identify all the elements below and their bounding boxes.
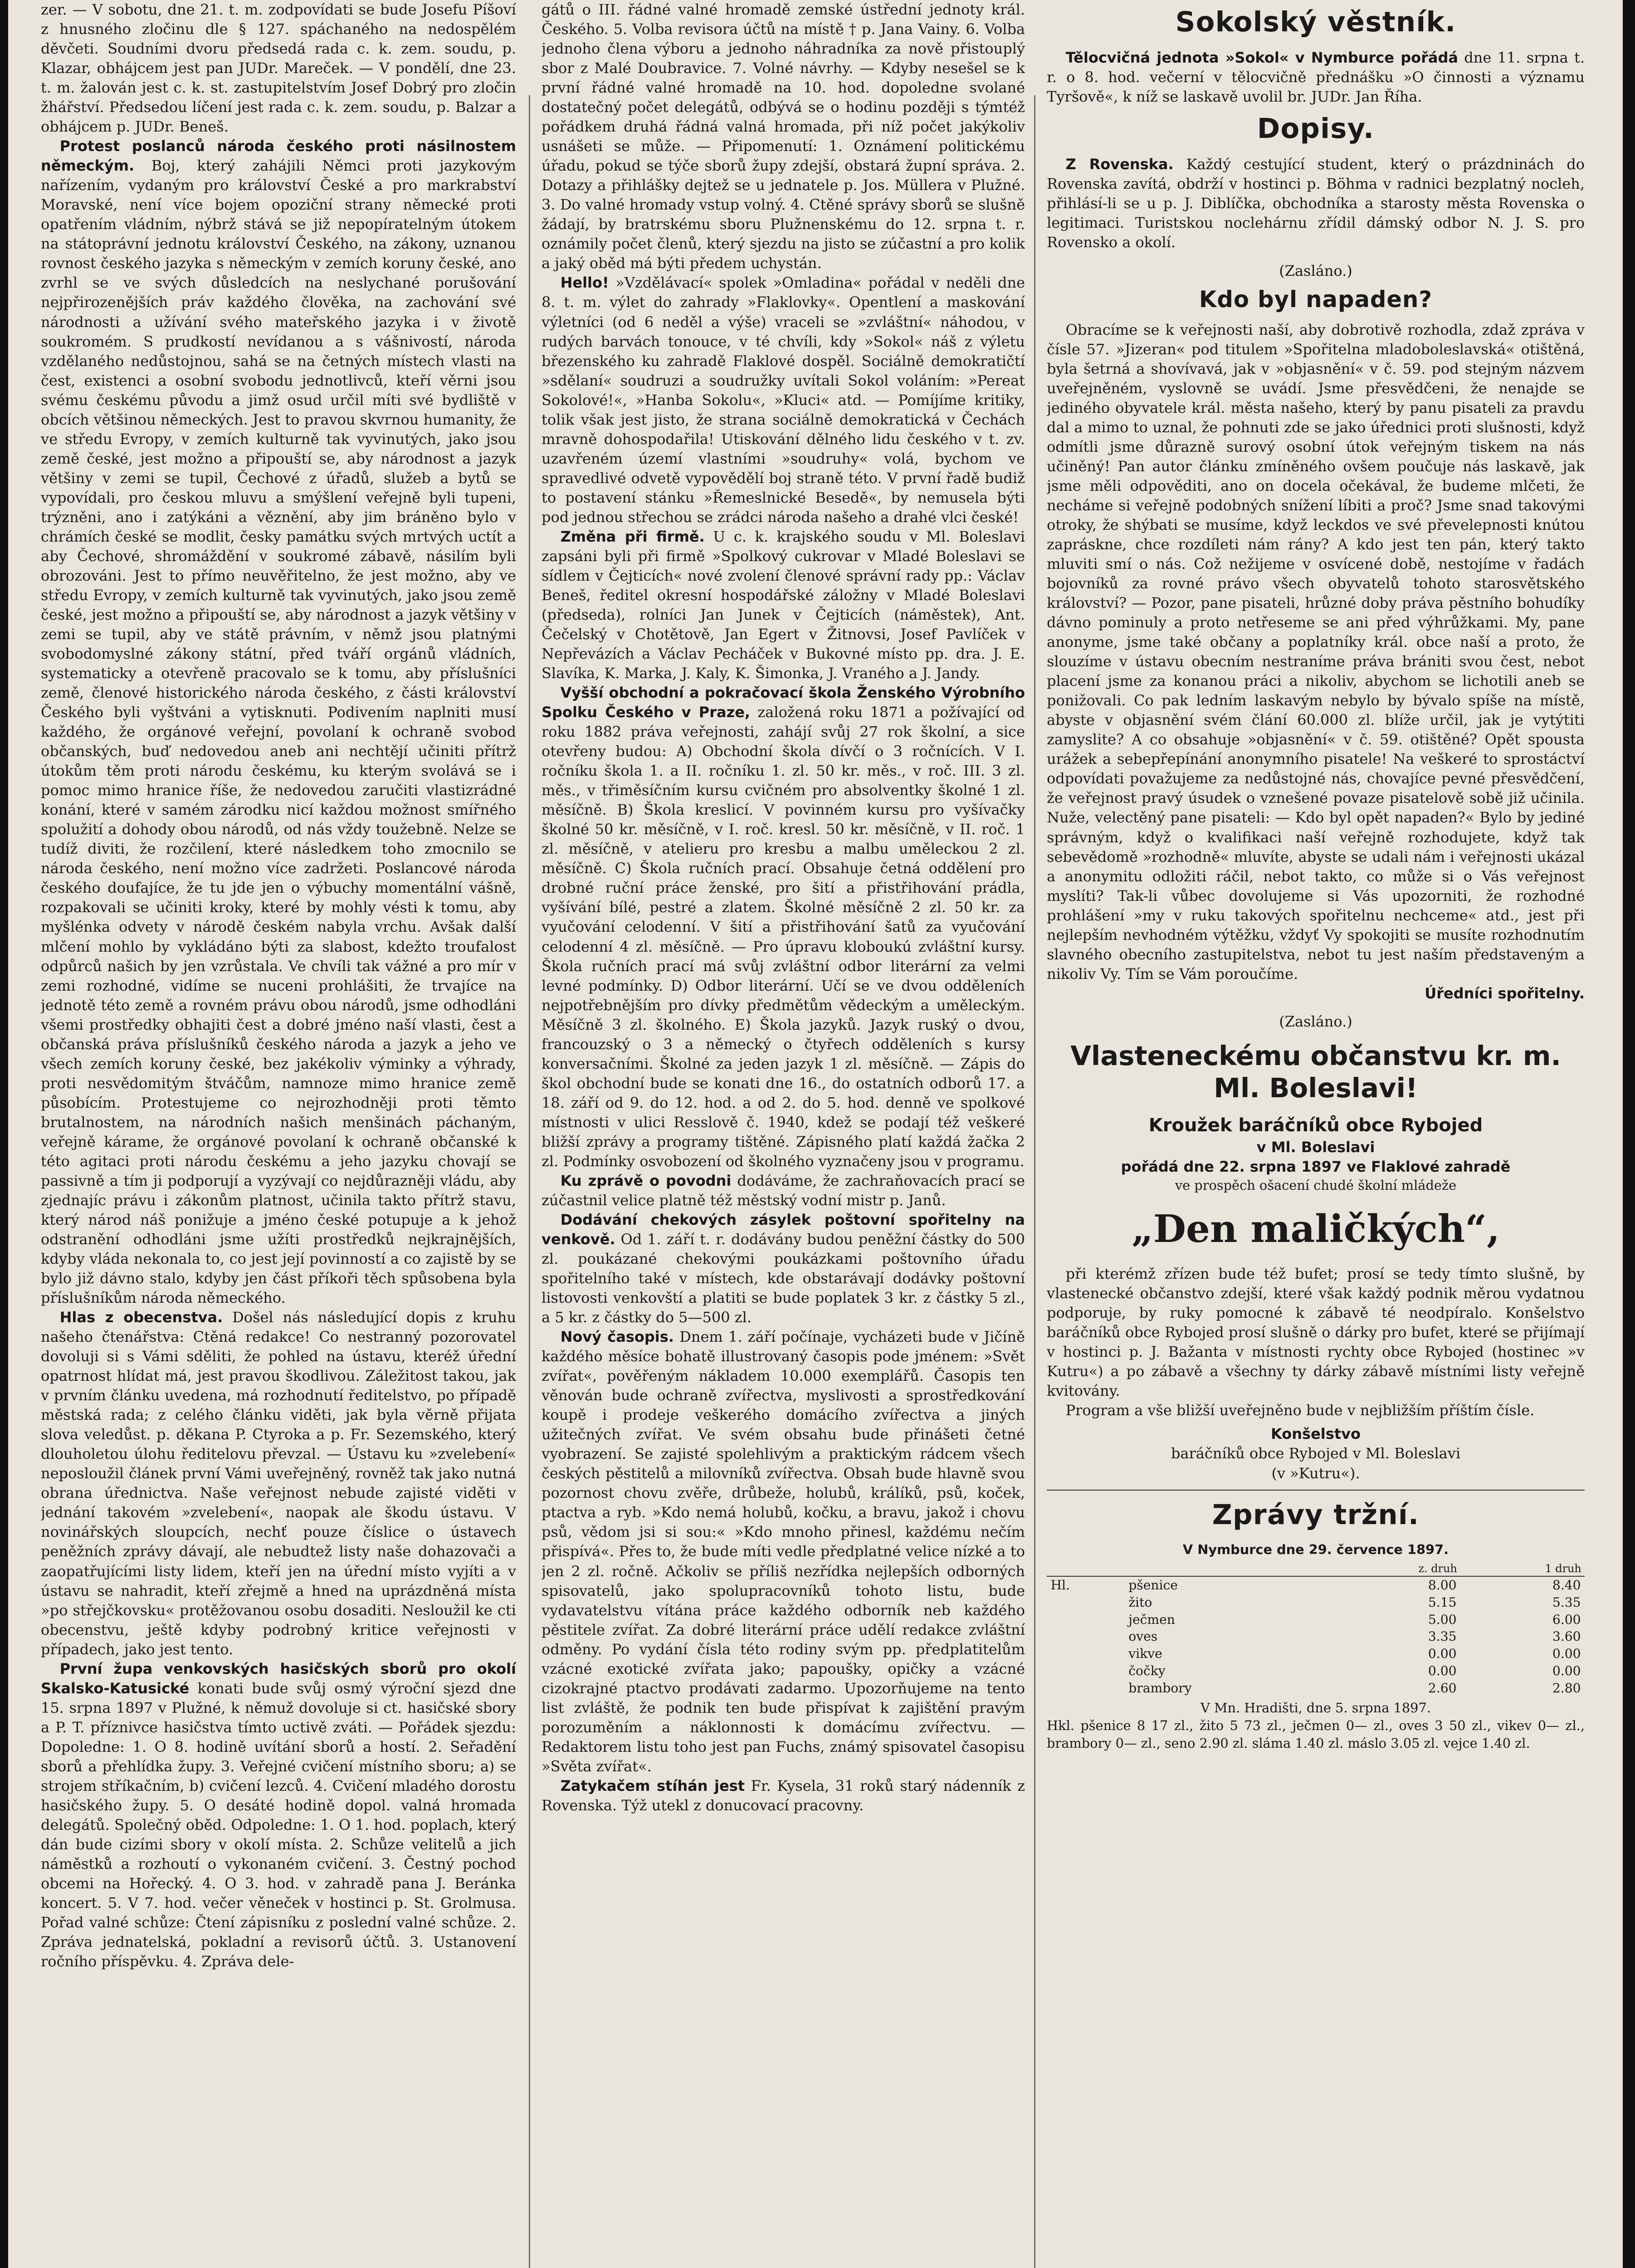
- sokol-heading: Sokolský věstník.: [1175, 6, 1456, 39]
- market-class: [1047, 1680, 1125, 1697]
- market-price-2: 6.00: [1552, 1612, 1581, 1627]
- casopis-lead: Nový časopis.: [560, 1328, 674, 1346]
- market-header-row: [1047, 1561, 1585, 1576]
- zmena-body: U c. k. krajského soudu v Ml. Boleslavi zapsáni byli při firmě »Spolkový cukrovar v Mladé Boleslavi se sídlem v Čejticích« nové zvolení členové správní rady pp.: Václav Beneš, ředitel okresní hospodářské záložny v Mladé Boleslavi (předseda), rolníci Jan Junek v Čejticích (náměstek), Ant. Čečelský v Chotětově, Jan Egert v Žitnovsi, Josef Pavlíček v Nepřevázích a Václav Pecháček v Bukovné místo pp. dra. J. E. Slavíka, K. Marka, J. Kaly, K. Šimonka, J. Vraného a J. Jandy.: [542, 528, 1025, 682]
- zpravy-heading: Zprávy tržní.: [1212, 1499, 1420, 1531]
- market-price-1: 0.00: [1428, 1646, 1457, 1662]
- market-price-2: 5.35: [1552, 1594, 1581, 1610]
- market-price-1: 5.00: [1428, 1612, 1457, 1627]
- cek-body: Od 1. září t. r. dodávány budou peněžní částky do 500 zl. poukázané chekovými poukázkami poštovního úřadu spořitelního také v místech, kde obstarávají dodávky poštovní listovosti venkovští a platiti se bude poplatek 3 kr. z částky 5 zl., a 5 kr. z částky do 5—500 zl.: [542, 1230, 1025, 1326]
- court-news-paragraph: zer. — V sobotu, dne 21. t. m. zodpovídati se bude Josefu Píšoví z hnusného zločinu dle § 127. spáchaného na nedospělém děvčeti. Soudními dvoru předsedá rada c. k. zem. soudu, p. Klazar, obhájcem jest pan JUDr. Mareček. — V pondělí, dne 23. t. m. žalován jest c. k. st. zastupitelstvím Josef Dobrý pro zločin žhářství. Předsedou líčení jest rada c. k. zem. soudu, p. Balzar a obhájcem p. JUDr. Beneš.: [41, 1, 516, 136]
- hlas-article: [41, 1308, 516, 1659]
- casopis-body: Dnem 1. září počínaje, vycházeti bude v Jičíně každého měsíce bohatě illustrovaný časopis pode jménem: »Svět zvířat«, pověřeným nákladem 10.000 exemplářů. Časopis ten věnován bude ochraně zvířectva, myslivosti a sprostředkování koupě i prodeje veškerého domácího zvířectva a jiných užitečných zvířat. Ve svém obsahu bude přinášeti četné vyobrazení. Se zajisté spolehlivým a praktickým rádcem všech českých pěstitelů a milovníků zvířectva. Obsah bude hlavně svou pozornost chovu zvěře, drůbeže, holubů, králíků, psů, koček, ptactva a ryb. »Kdo nemá holubů, kočku, a bravu, jakož i chovu psů, vědom jsi si sou:« »Kdo mnoho přinesl, každému nečím přispívá«. Přes to, že bude míti vedle předplatné velice nízké a to jen 2 zl. ročně. Ačkoliv se příliš nezřídka nejlepších odborných spisovatelů, jako spolupracovníků tohoto listu, bude vydavatelstvu vítána práce každého odborník neb každého pěstitele zvířat. Za dobré literární práce udělí redakce zvláštní odměny. Po vydání čísla této rodiny svým pp. předplatitelům vzácné exotické zvířata jako; papoušky, opičky a vzácné cizokrajné ptactvo prodávati zadarmo. Upozorňujeme na tento list zvláště, že podnik ten bude přispívat k zajištění pravým porozuměním a náklonnosti k domácímu zvířectvu. — Redaktorem listu toho jest pan Fuchs, známý spisovatel časopisu »Světa zvířat«.: [542, 1328, 1025, 1775]
- market-row: [1047, 1662, 1585, 1680]
- ad-date: pořádá dne 22. srpna 1897 ve Flaklové zahradě: [1121, 1158, 1511, 1176]
- ad-organizer: Kroužek baráčníků obce Rybojed: [1148, 1114, 1483, 1136]
- market-price-2: 0.00: [1552, 1646, 1581, 1662]
- ad-signoff-2: baráčníků obce Rybojed v Ml. Boleslavi: [1171, 1445, 1461, 1462]
- ad-program: Program a vše bližší uveřejněno bude v nejbližším příštím čísle.: [1065, 1401, 1535, 1419]
- market-price-1: 0.00: [1428, 1663, 1457, 1679]
- protest-lead: Protest poslanců národa českého proti násilnostem německým.: [41, 137, 516, 175]
- market-row: [1047, 1576, 1585, 1594]
- zupa-continuation: gátů o III. řádné valné hromadě zemské ústřední jednoty král. Českého. 5. Volba revisora účtů na místě † p. Jana Vainy. 6. Volba jednoho člena výboru a jednoho náhradníka za nově přistouplý sbor z Malé Doubravice. 7. Volné návrhy. — Kdyby nesešel se k první řádné valné hromadě na 10. hod. dopoledne svolané dostatečný počet delegátů, odbývá se o hodinu později s týmtéž pořádkem druhá řádná valná hromada, při níž počet jakýkoliv usnášeti se může. — Připomenutí: 1. Oznámení politickému úřadu, pokud se týče sborů župy zdejší, obstará župní správa. 2. Dotazy a přihlášky dejtež se u jednatele p. Jos. Müllera v Plužné. 3. Do valné hromady vstup volný. 4. Ctěné správy sborů se slušně žádají, by bratrskému sboru Plužnenskému do 12. srpna t. r. oznámily počet členů, který sjezdu na jisto se zúčastní a pro kolik a jaký oběd má býti předem uchystán.: [542, 1, 1025, 272]
- zaslano-label-2: (Zasláno.): [1279, 1012, 1352, 1030]
- market-row: [1047, 1611, 1585, 1628]
- column-divider: [1034, 95, 1035, 2268]
- sokol-body: dne 11. srpna t. r. o 8. hod. večerní v tělocvičně přednášku »O činnosti a významu Tyršově«, k níž se laskavě uvolil br. JUDr. Jan Říha.: [1047, 49, 1585, 106]
- column-left: [41, 0, 516, 2268]
- zaslano-label: (Zasláno.): [1279, 262, 1352, 279]
- market-header-col2: 1 druh: [1460, 1561, 1585, 1576]
- zpravy-note-2: Hkl. pšenice 8 17 zl., žito 5 73 zl., ječmen 0— zl., oves 3 50 zl., vikev 0— zl., brambory 0— zl., seno 2.90 zl. sláma 1.40 zl. máslo 3.05 zl. vejce 1.40 zl.: [1047, 1718, 1585, 1751]
- market-row: [1047, 1594, 1585, 1611]
- zpravy-note-1: V Mn. Hradišti, dne 5. srpna 1897.: [1201, 1700, 1431, 1716]
- ad-signoff-3: (v »Kutru«).: [1271, 1464, 1360, 1482]
- market-item: ječmen: [1128, 1612, 1175, 1627]
- skola-lead: Vyšší obchodní a pokračovací škola Ženského Výrobního Spolku Českého v Praze,: [542, 684, 1025, 721]
- hlas-lead: Hlas z obecenstva.: [59, 1309, 223, 1326]
- ad-purpose: ve prospěch ošacení chudé školní mládeže: [1175, 1178, 1457, 1193]
- rovensko-body: Každý cestující student, který o prázdninách do Rovenska zavítá, obdrží v hostinci p. Böhma v radnici bezplatný nocleh, přihlásí-li se u p. J. Diblíčka, obchodníka a starosty města Rovenska o legitimaci. Turistskou noclehárnu zřídil dámský odbor N. J. S. pro Rovensko a okolí.: [1047, 156, 1585, 251]
- rovensko-lead: Z Rovenska.: [1065, 156, 1174, 173]
- market-header-col1: z. druh: [1330, 1561, 1460, 1576]
- skola-article: [542, 683, 1025, 1171]
- povodni-body: dodáváme, že zachraňovacích prací se zúčastnil velice platně též městský vodní mistr p. Janů.: [542, 1172, 1025, 1209]
- market-row: [1047, 1628, 1585, 1645]
- zatykacem-article: [542, 1776, 1025, 1815]
- protest-body: Boj, který zahájili Němci proti jazykovým nařízením, vydaným pro království České a pro markrabství Moravské, není více bojem opoziční strany německé proti opatřením vládním, nýbrž stává se již nepopíratelným útokem na státoprávní jednotu království Českého, na zákony, uznanou rovnost českého jazyka s německým v zemích koruny české, ano zvrhl se ve svých důsledcích na neslychané porušování nejpřirozenějších práv každého člověka, na zachování své národnosti a užívání svého mateřského jazyka i v životě soukromém. S prudkostí nevídanou a s vášnivostí, národa vzdělaného nedůstojnou, sahá se na četných místech vlasti na čest, existenci a osobní svobodu jednotlivců, kteří věrni jsou svému českému původu a jimž osud určil míti své bydliště v obcích většinou německých. Jest to pravou skvrnou humanity, že ve středu Evropy, v zemích kulturně tak vyvinutých, jako jsou země české, jest možno a připouští se, aby národnost a jazyk většiny v zemi se tupil, Čechové z úřadů, služeb a bytů se vypovídali, pro českou mluvu a smýšlení veřejně byli tupeni, trýzněni, ano i zatýkáni a věznění, aby jim bráněno bylo v chrámích české se modlit, česky památku svých mrtvých uctít a aby Čechové, shromáždění v soukromé zábavě, násilím byli obrozováni. Jest to přímo neuvěřitelno, že jest možno, aby ve středu Evropy, v zemích kulturně tak vyvinutých, jako jsou země české, jest možno a připouští se, aby národnost a jazyk většiny v zemi se tupil, aby ve státě právním, v němž jsou platnými svobodomyslné zákony státní, před tváří orgánů vládních, systematicky a otevřeně pracovalo se k tomu, aby příslušníci země, členové historického národa českého, z části království Českého byli vyštváni a vytisknuti. Podivením naplniti musí každého, že orgánové veřejní, povolaní k ochraně svobod občanských, buď nedovedou aneb ani nechtějí učiniti přítrž útokům těm proti národu českému, ku kterým svolává se i pomoc mimo hranice říše, že nedovedou zaručiti vlastizrádné konání, které v samém zárodku nicí každou možnost smířného spolužití a dohody obou národů, od nás vždy toužebně. Nelze se tudíž diviti, že rozčilení, které následkem toho zmocnilo se národa českého, není možno více zadržeti. Poslancové národa českého doufajíce, že tu jde jen o výbuchy momentální vášně, rozpakovali se učiniti kroky, které by mohly vésti k tomu, aby myšlénka odvety v národě českém nabyla vrchu. Avšak další mlčení mohlo by vykládáno býti za slabost, kdežto troufalost odpůrců našich by jen vzrůstala. Ve chvíli tak vážné a pro mír v zemi rozhodné, vidíme se nuceni prohlášiti, že trvajíce na jednotě této země a rovném právu obou národů, jsme odhodláni všemi prostředky obhajiti čest a dobré jméno naší vlasti, čest a občanská práva příslušníků českého národa a jazyk a jeho ve všech zemích koruny české, bez jakékoliv výminky a výhrady, proti nesvědomitým štváčům, namnoze mimo hranice země působícím. Protestujeme co nejrozhodněji proti těmto brutalnostem, na národních našich menšinách páchaným, veřejně kárame, že orgánové povolaní k ochraně občanské k této agitaci proti národu českému a jeho jazyku chovají se passivně a tím ji podporují a vyzývají co nejdůrazněji vládu, aby zjednajíc právu i zákonům platnost, učinila takto přítrž stavu, který národ náš ponižuje a jméno české potupuje a k jehož odstranění odhodláni jsme užíti prostředků nejkrajnějších, kdyby vláda nekonala to, co jest její povinností a co zajistě by se bylo již dávno stalo, kdyby jen část příkoři těch spůsobena byla příslušníkům národa německého.: [41, 157, 516, 1307]
- newspaper-page: [8, 0, 1623, 2268]
- market-item: brambory: [1128, 1680, 1192, 1696]
- column-middle: [542, 0, 1025, 2268]
- market-class: [1047, 1662, 1125, 1680]
- ad-signoff: Konšelstvo: [1271, 1425, 1361, 1443]
- market-class: Hl.: [1050, 1577, 1070, 1593]
- market-price-1: 2.60: [1428, 1680, 1457, 1696]
- zatykacem-lead: Zatykačem stíhán jest: [560, 1777, 745, 1794]
- kdo-byl-napaden-body: Obracíme se k veřejnosti naší, aby dobrotivě rozhodla, zdaž zpráva v čísle 57. »Jizeran« pod titulem »Spořitelna mladoboleslavská« otištěná, byla šetrná a shovívavá, jak v »objasnění« v č. 59. pod stejným názvem uveřejněném, vyslovně se uvádí. Jsme přesvědčeni, že nenajde se jediného obyvatele král. města našeho, který by panu pisateli za pravdu dal a mimo to uznal, že pohnuti zde se jako úřednici proti slušnosti, když odmítli jsme důrazně surový osobní útok veřejným tiskem na nás učiněný! Pan autor článku zmíněného ovšem poučuje nás laskavě, jak jsme měli odpověditi, ano on docela očekával, že budeme mlčeti, že necháme si veřejně podobných snížení líbiti a proč? Jsme snad takovými otroky, že shýbati se musíme, když leckdos ve své převelepnosti knútou zapráskne, chce rozdíleti nám rány? A kdo jest ten pán, který takto mluviti smí o nás. Což nežijeme v osvícené době, nestojíme v řadách bojovníků za rovné právo všech obyvatelů tohoto starosvětského království? — Pozor, pane pisateli, hrůzné doby práva pěstního bohudíky dávno pominuly a proto netřeseme se ani před výhrůžkami. My, pane anonyme, jsme také občany a poplatníky král. obce naší a proto, že slouzíme v ústavu obecním nestraníme práva brániti svou čest, nebot placení jsme za konanou práci a nikoliv, abychom se lichotili aneb se ponižovali. Co pak ledním laskavým nebylo by bývalo spíše na místě, abyste v objasnění svém člání 60.000 zl. blíže určil, jak je vytýtiti zamyslite? A co obsahuje »objasnění« v č. 59. otištěné? Opět spousta urážek a sebepřepínání anonymního pisatele! Na veškeré to sprostáctví odpovídati považujeme za nedůstojné nás, chovajíce pevné přesvědčení, že veřejnost pravý úsudek o vznešené povaze pisatelově sobě již učinila. Nuže, velectěný pane pisateli: — Kdo byl opět napaden?« Bylo by jediné správným, když o kvalifikaci naší veřejně rozhodujete, když tak sebevědomě »rozhodně« mluvíte, abyste se udali nám i veřejnosti ukázal a anonymitu odložiti ráčil, nebot takto, co může si o Vás veřejnost myslíti? Tak-li vůbec dovolujeme si Vás upozorniti, že rozhodné prohlášení »my v ruku takových spořitelnu nechceme« atd., jest při nejlepším nevhodném výtěžku, vždyť Vy spokojiti se musíte rozhodnutím slavného obecního zastupitelstva, nebot tu jest naším představeným a nikoliv Vy. Tím se Vám poroučíme.: [1047, 321, 1585, 982]
- section-divider: [1047, 1490, 1585, 1491]
- hello-lead: Hello!: [560, 274, 609, 292]
- hello-article: [542, 273, 1025, 527]
- zupa-lead: První župa venkovských hasičských sborů pro okolí Skalsko-Katusické: [41, 1660, 516, 1697]
- protest-article: [41, 137, 516, 1308]
- market-price-2: 3.60: [1552, 1629, 1581, 1644]
- ad-event-name: „Den maličkých“,: [1131, 1206, 1500, 1251]
- market-class: [1047, 1611, 1125, 1628]
- ad-body: při kterémž zřízen bude též bufet; prosí se tedy tímto slušně, by vlastenecké občanstvo zdejší, které však každý podnik měrou vydatnou podporuje, by ruky pomocné k zábavě té neodpíralo. Konšelstvo baráčníků obce Rybojed prosí slušně o dárky pro bufet, které se přijímají v hostinci p. J. Bažanta v místnosti rychty obce Rybojed (hostinec »v Kutru«) a po zábavě a všechny ty dárky zábavě místními listy veřejně kvitovány.: [1047, 1265, 1585, 1399]
- market-price-1: 5.15: [1428, 1594, 1457, 1610]
- povodni-lead: Ku zprávě o povodni: [560, 1172, 732, 1189]
- zmena-article: [542, 527, 1025, 683]
- cek-lead: Dodávání chekových zásylek poštovní spořitelny na venkově.: [542, 1211, 1025, 1248]
- sokol-lead: Tělocvičná jednota »Sokol« v Nymburce pořádá: [1065, 49, 1458, 67]
- column-right: [1047, 0, 1585, 2268]
- market-class: [1047, 1645, 1125, 1662]
- scan-edge: [1623, 0, 1635, 2268]
- market-price-2: 2.80: [1552, 1680, 1581, 1696]
- ad-title: Vlasteneckému občanstvu kr. m. Ml. Boleslavi!: [1070, 1040, 1561, 1104]
- market-price-1: 3.35: [1428, 1629, 1457, 1644]
- market-item: oves: [1128, 1629, 1158, 1644]
- cek-article: [542, 1210, 1025, 1327]
- dopisy-heading: Dopisy.: [1257, 113, 1375, 145]
- market-class: [1047, 1628, 1125, 1645]
- zmena-lead: Změna při firmě.: [560, 528, 705, 545]
- market-table: [1047, 1561, 1585, 1697]
- market-price-2: 8.40: [1552, 1577, 1581, 1593]
- rovensko-article: [1047, 155, 1585, 252]
- market-class: [1047, 1594, 1125, 1611]
- market-item: pšenice: [1128, 1577, 1178, 1593]
- hlas-body: Došel nás následující dopis z kruhu našeho čtenářstva: Ctěná redakce! Co nestranný pozorovatel dovoluji si s Vámi sděliti, že pohled na ústavu, kteréž úřední opatrnost hlídat má, jest pravou škodlivou. Záležitost takou, jak v prvním článku uvedena, má rozhodnutí ředitelstvo, po případě městská rada; z celého článku viděti, jak byla věrně přijata slova veledůst. p. děkana P. Ctyroka a p. Fr. Sezemského, který dlouholetou úlohu ředitelovu převzal. — Ústavu ku »zvelebení« neposloužil článek první Vámi uveřejněný, rovněž tak jako nutná obrana úřednictva. Naše veřejnost nebude zajisté viděti v jednání takovém »zvelebení«, naopak ale škodu ústavu. V novinářských sloupcích, nechť pouze číslice o ústavech peněžních zprávy dávají, ale nebudtež listy naše dohazovači a zaopatřujícími listy lidem, kteří jen na úřední místo vyjíti a v ústavu se nahradit, kteří zřejmě a hned na uprázdněná místa »po střejčkovsku« protěžovanou osobu dosaditi. Nesloužil ke cti obecenstvu, ještě kdyby podrobný kritice veřejnosti v případech, jako jest tento.: [41, 1309, 516, 1658]
- market-price-1: 8.00: [1428, 1577, 1457, 1593]
- market-row: [1047, 1645, 1585, 1662]
- ad-location: v Ml. Boleslavi: [1256, 1139, 1375, 1156]
- market-row: [1047, 1680, 1585, 1697]
- hello-body: »Vzdělávací« spolek »Omladina« pořádal v neděli dne 8. t. m. výlet do zahrady »Flaklovky«. Opentlení a maskování výletníci (od 6 neděl a výše) vraceli se »zvláštní« náhodou, v rudých barvách tonouce, v té chvíli, kdy »Sokol« náš z výletu březenského ku zahradě Flaklové dospěl. Sociálně demokratičtí »sdělaní« soudruzi a soudružky uvítali Sokol voláním: »Pereat Sokolové!«, »Hanba Sokolu«, »Kluci« atd. — Pomíjíme kritiky, tolik však jest jisto, že strana sociálně demokratická v Čechách mravně dohospodařila! Utiskování dělného lidu českého v t. zv. uzavřeném území vlastními »soudruhy« volá, bychom ve spravedlivé odvetě vypovědělí boj straně této. V první řadě budiž to postavení stánku »Řemeslnické Besedě«, by nemusela býti pod jednou střechou se zrádci národa našeho a drahé vlci české!: [542, 274, 1025, 526]
- zpravy-date: V Nymburce dne 29. července 1897.: [1182, 1542, 1449, 1558]
- market-price-2: 0.00: [1552, 1663, 1581, 1679]
- market-item: čočky: [1128, 1663, 1166, 1679]
- zatykacem-body: Fr. Kysela, 31 roků starý nádenník z Rovenska. Týž utekl z donucovací pracovny.: [542, 1777, 1025, 1814]
- sokol-article: [1047, 48, 1585, 107]
- column-divider: [529, 95, 530, 2268]
- casopis-article: [542, 1327, 1025, 1776]
- market-item: vikve: [1128, 1646, 1162, 1662]
- market-item: žito: [1128, 1594, 1152, 1610]
- povodni-article: [542, 1171, 1025, 1210]
- zupa-article: [41, 1659, 516, 1972]
- kdo-byl-napaden-heading: Kdo byl napaden?: [1199, 286, 1433, 313]
- zupa-body: konati bude svůj osmý výroční sjezd dne 15. srpna 1897 v Plužné, k němuž dovoluje si ct. hasičské sbory a P. T. příznivce hasičstva tímto uctivě zváti. — Pořádek sjezdu: Dopoledne: 1. O 8. hodině uvítání sborů a hostí. 2. Seřadění sborů a přehlídka župy. 3. Veřejné cvičení místního sboru; a) se strojem stříkačním, b) cvičení lezců. 4. Cvičení mladého dorostu hasičského župy. 5. O desáté hodině dopol. valná hromada delegátů. Společný oběd. Odpoledne: 1. O 1. hod. poplach, který dán bude cizími sbory v okolí místa. 2. Schůze velitelů a jich náměstků a rozhoutí o vykonaném cvičení. 3. Čestný pochod obcemi na Hořecký. 4. O 3. hod. v zahradě pana J. Beránka koncert. 5. V 7. hod. večer věneček v hostinci p. St. Grolmusa. Pořad valné schůze: Čtení zápisníku z poslední valné schůze. 2. Zpráva jednatelská, pokladní a revisorů účtů. 3. Ustanovení ročního příspěvku. 4. Zpráva dele-: [41, 1679, 516, 1970]
- skola-body: založená roku 1871 a požívající od roku 1882 práva veřejnosti, zahájí svůj 27 rok školní, a sice otevřeny budou: A) Obchodní škola dívčí o 3 ročnících. V I. ročníku škola 1. a II. ročníku 1. zl. 50 kr. měs., v roč. III. 3 zl. měs., v třiměsíčním kursu cvičném pro absolventky školné 1 zl. měsíčně. B) Škola kreslicí. V povinném kursu pro vyšívačky školné 50 kr. měsíčně, v I. roč. kresl. 50 kr. měsíčně, v II. roč. 1 zl. měsíčně, v atelieru pro kresbu a malbu uměleckou 2 zl. měsíčně. C) Škola ručních prací. Obsahuje četná oddělení pro drobné ruční práce ženské, pro šití a přistřihování prádla, vyšívání bílé, pestré a zlatem. Školné měsíčně 2 zl. 50 kr. za vyučování celodenní. V šití a přistřihování šatů za vyučování celodenní 4 zl. měsíčně. — Pro úpravu kloboukú zvláštní kursy. Škola ručních prací má svůj zvláštní odbor literární za velmi levné podmínky. D) Odbor literární. Učí se ve dvou odděleních nejpotřebnějším pro dívky předmětům vědeckým a uměleckým. Měsíčně 3 zl. školného. E) Škola jazyků. Jazyk ruský o dvou, francouzský o 3 a německý o čtyřech odděleních s kursy konversačními. Školné za jeden jazyk 1 zl. měsíčně. — Zápis do škol obchodní bude se konati dne 16., do ostatních odborů 17. a 18. září od 9. do 12. hod. a od 2. do 5. hod. denně ve spolkové místnosti v ulici Resslově č. 1940, kdež se podají též veškeré bližší zprávy a programy tištěné. Zápisného platí každá žačka 2 zl. Podmínky osvobození od školného vyznačeny jsou v programu.: [542, 704, 1025, 1170]
- uredniki-signature: Úředníci spořitelny.: [1425, 984, 1585, 1002]
